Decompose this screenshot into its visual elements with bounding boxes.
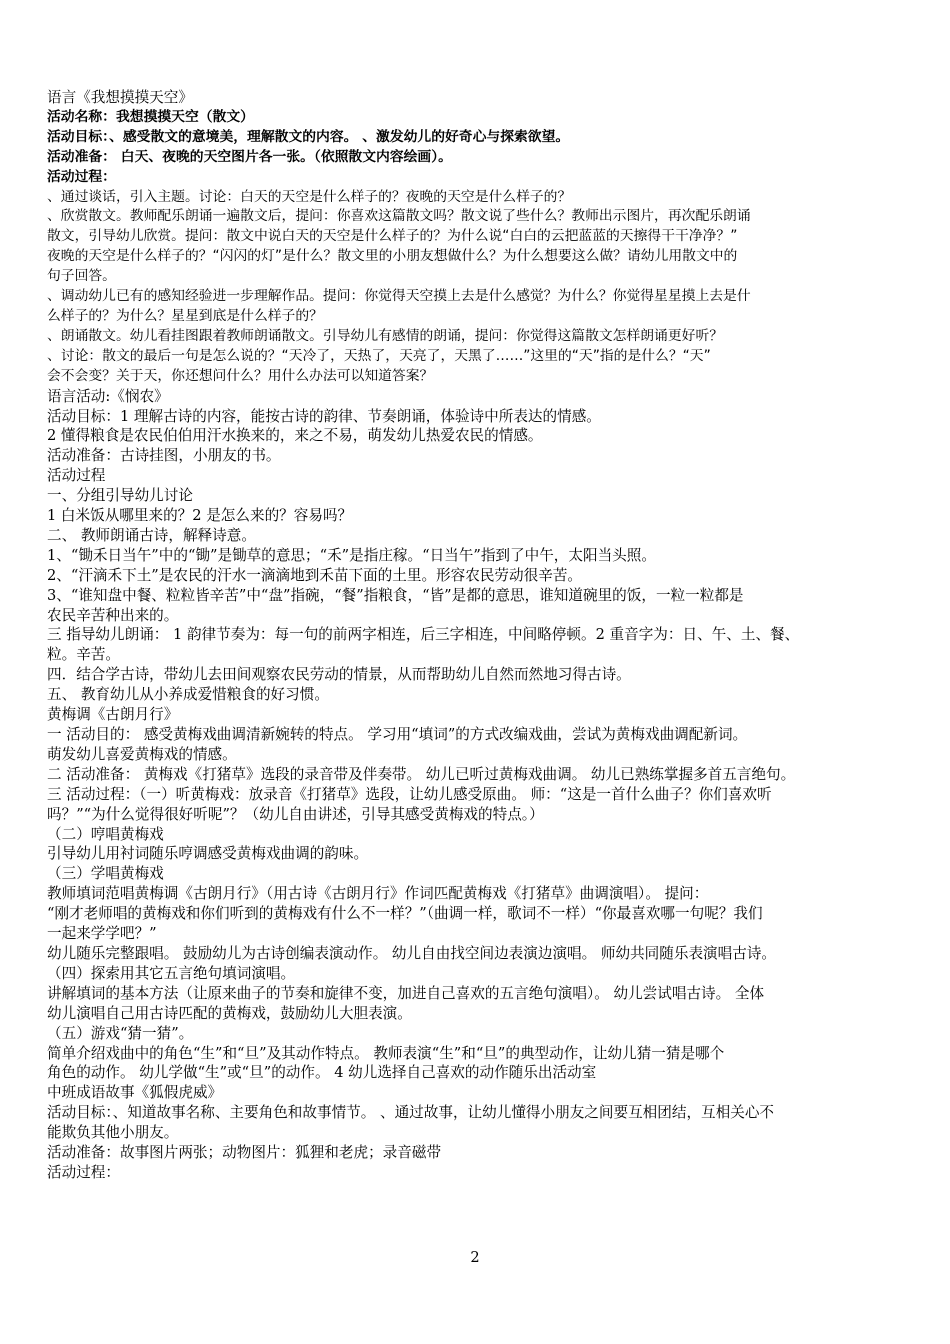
text-line: 2 懂得粮食是农民伯伯用汗水换来的，来之不易，萌发幼儿热爱农民的情感。 [47,427,543,445]
text-line: 吗？”“为什么觉得很好听呢”？（幼儿自由讲述，引导其感受黄梅戏的特点。） [47,805,544,823]
text-line: 引导幼儿用衬词随乐哼调感受黄梅戏曲调的韵味。 [47,845,369,863]
text-line: 、朗诵散文。幼儿看挂图跟着教师朗诵散文。引导幼儿有感情的朗诵，提问：你觉得这篇散文怎样朗诵更好听？ [47,327,724,344]
text-line: 散文，引导幼儿欣赏。提问：散文中说白天的天空是什么样子的？为什么说“白白的云把蓝蓝的天擦得干干净净？” [47,228,738,245]
text-line: 活动准备：古诗挂图，小朋友的书。 [47,447,281,465]
text-line: 三 指导幼儿朗诵： 1 韵律节奏为：每一句的前两字相连，后三字相连，中间略停顿。2 重音字为：日、午、土、餐、 [47,626,800,644]
text-line: 一、分组引导幼儿讨论 [47,487,193,505]
text-line: 活动目标：1 理解古诗的内容，能按古诗的韵律、节奏朗诵，体验诗中所表达的情感。 [47,407,601,425]
text-line: 1、“锄禾日当午”中的“锄”是锄草的意思；“禾”是指庄稼。“日当午”指到了中午，太阳当头照。 [47,546,656,564]
text-line: 萌发幼儿喜爱黄梅戏的情感。 [47,745,237,763]
text-line: 1 白米饭从哪里来的？2 是怎么来的？容易吗？ [47,507,353,525]
text-line: （二）哼唱黄梅戏 [47,825,164,843]
text-line: 夜晚的天空是什么样子的？“闪闪的灯”是什么？散文里的小朋友想做什么？为什么想要这么做？请幼儿用散文中的 [47,248,738,265]
activity-process-heading: 活动过程： [47,168,116,185]
text-line: 活动过程： [47,1163,120,1181]
text-line: 三 活动过程：（一）听黄梅戏：放录音《打猪草》选段，让幼儿感受原曲。 师：“这是一首什么曲子？你们喜欢听 [47,785,772,803]
text-line: 2、“汗滴禾下土”是农民的汗水一滴滴地到禾苗下面的土里。形容农民劳动很辛苦。 [47,566,582,584]
text-line: 幼儿随乐完整跟唱。 鼓励幼儿为古诗创编表演动作。 幼儿自由找空间边表演边演唱。 师幼共同随乐表演唱古诗。 [47,944,777,962]
text-line: “刚才老师唱的黄梅戏和你们听到的黄梅戏有什么不一样？”（曲调一样，歌词不一样）“你最喜欢哪一句呢？我们 [47,905,763,923]
text-line: 二、 教师朗诵古诗，解释诗意。 [47,526,256,544]
text-line: 活动准备：故事图片两张；动物图片：狐狸和老虎；录音磁带 [47,1144,442,1162]
lesson-title: 语言《我想摸摸天空》 [47,89,193,106]
text-line: 、欣赏散文。教师配乐朗诵一遍散文后，提问：你喜欢这篇散文吗？散文说了些什么？教师出示图片，再次配乐朗诵 [47,208,751,225]
text-line: 粒。辛苦。 [47,646,120,664]
activity-goal: 活动目标：、感受散文的意境美，理解散文的内容。 、激发幼儿的好奇心与探索欲望。 [47,128,570,145]
text-line: 句子回答。 [47,268,116,285]
text-line: 会不会变？关于天，你还想问什么？用什么办法可以知道答案？ [47,367,434,384]
text-line: 能欺负其他小朋友。 [47,1124,179,1142]
text-line: 角色的动作。 幼儿学做“生”或“旦”的动作。 4 幼儿选择自己喜欢的动作随乐出活动室 [47,1064,597,1082]
text-line: 、调动幼儿已有的感知经验进一步理解作品。提问：你觉得天空摸上去是什么感觉？为什么？你觉得星星摸上去是什 [47,288,751,305]
text-line: （三）学唱黄梅戏 [47,865,164,883]
section-title: 黄梅调《古朗月行》 [47,706,179,724]
text-line: 3、“谁知盘中餐、粒粒皆辛苦”中“盘”指碗，“餐”指粮食，“皆”是都的意思，谁知道碗里的饭，一粒一粒都是 [47,586,744,604]
activity-prep: 活动准备： 白天、夜晚的天空图片各一张。（依照散文内容绘画）。 [47,148,452,165]
text-line: 教师填词范唱黄梅调《古朗月行》（用古诗《古朗月行》作词匹配黄梅戏《打猪草》曲调演唱）。 提问： [47,885,709,903]
text-line: 简单介绍戏曲中的角色“生”和“旦”及其动作特点。 教师表演“生”和“旦”的典型动作，让幼儿猜一猜是哪个 [47,1044,725,1062]
page-number: 2 [470,1249,480,1266]
text-line: 活动目标：、知道故事名称、主要角色和故事情节。 、通过故事，让幼儿懂得小朋友之间要互相团结，互相关心不 [47,1104,775,1122]
text-line: 一 活动目的： 感受黄梅戏曲调清新婉转的特点。 学习用“填词”的方式改编戏曲，尝试为黄梅戏曲调配新词。 [47,726,748,743]
section-title: 中班成语故事《狐假虎威》 [47,1084,223,1102]
text-line: 一起来学学吧？” [47,925,157,943]
text-line: 五、 教育幼儿从小养成爱惜粮食的好习惯。 [47,686,329,704]
text-line: 么样子的？为什么？星星到底是什么样子的？ [47,307,323,324]
text-line: 幼儿演唱自己用古诗匹配的黄梅戏，鼓励幼儿大胆表演。 [47,1004,412,1022]
activity-name: 活动名称：我想摸摸天空（散文） [47,108,254,125]
text-line: 、通过谈话，引入主题。讨论：白天的天空是什么样子的？夜晚的天空是什么样子的？ [47,188,572,205]
text-line: 二 活动准备： 黄梅戏《打猪草》选段的录音带及伴奏带。 幼儿已听过黄梅戏曲调。 幼儿已熟练掌握多首五言绝句。 [47,765,796,783]
document-body [47,88,909,1183]
section-title: 语言活动:《悯农》 [47,387,169,405]
text-line: 讲解填词的基本方法（让原来曲子的节奏和旋律不变，加进自己喜欢的五言绝句演唱）。 幼儿尝试唱古诗。 全体 [47,984,765,1002]
text-line: （四）探索用其它五言绝句填词演唱。 [47,964,296,982]
text-line: 活动过程 [47,467,106,485]
text-line: （五）游戏“猜一猜”。 [47,1024,194,1042]
text-line: 、讨论：散文的最后一句是怎么说的？“天冷了，天热了，天亮了，天黑了……”这里的“天”指的是什么？“天” [47,347,711,364]
text-line: 四．结合学古诗，带幼儿去田间观察农民劳动的情景，从而帮助幼儿自然而然地习得古诗。 [47,666,631,684]
text-line: 农民辛苦种出来的。 [47,606,179,624]
